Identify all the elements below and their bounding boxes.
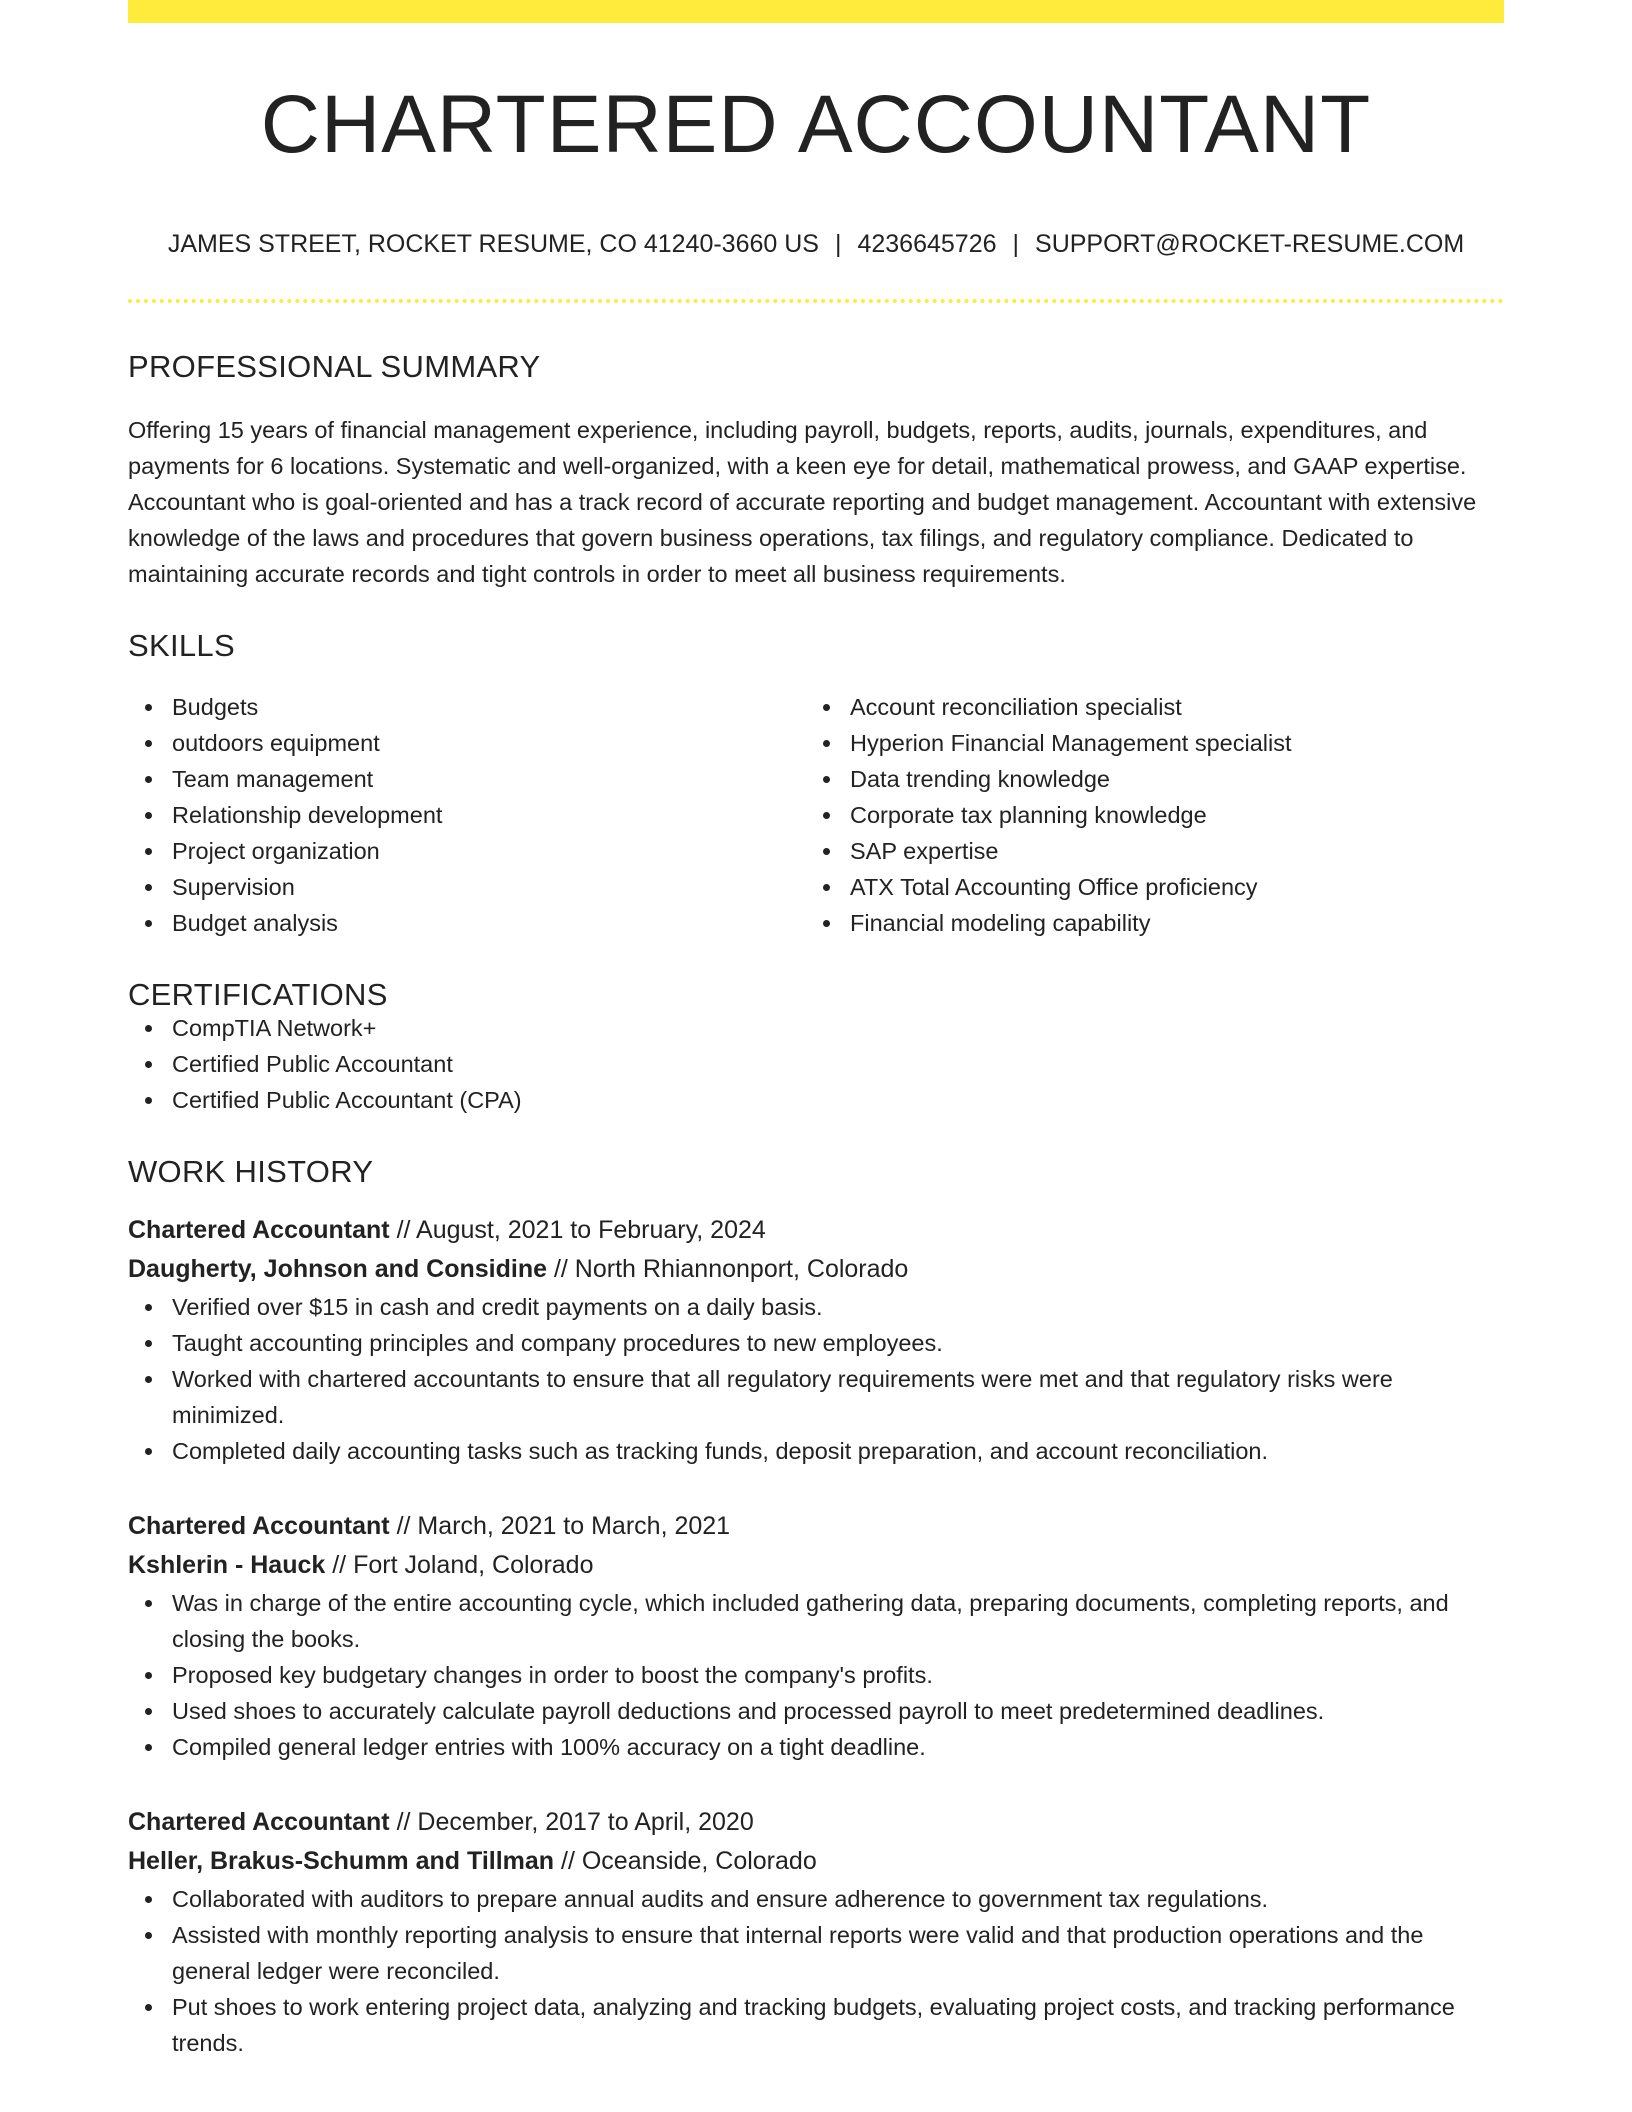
- job-location: // North Rhiannonport, Colorado: [553, 1255, 909, 1283]
- job-entry: [128, 1211, 1504, 1469]
- skill-item: Supervision: [128, 869, 806, 905]
- job-title-line: [128, 1803, 1504, 1842]
- resume-title: CHARTERED ACCOUNTANT: [260, 79, 1372, 170]
- job-position: Chartered Accountant: [128, 1216, 390, 1244]
- certifications-heading: CERTIFICATIONS: [128, 977, 388, 1012]
- job-position: Chartered Accountant: [128, 1808, 390, 1836]
- job-entry: [128, 1803, 1504, 2061]
- skill-item: Team management: [128, 761, 806, 797]
- job-company-line: [128, 1250, 1504, 1289]
- contact-separator: |: [834, 230, 842, 258]
- skill-item: Financial modeling capability: [806, 905, 1484, 941]
- skill-item: Project organization: [128, 833, 806, 869]
- contact-line: [128, 232, 1504, 257]
- job-company: Daugherty, Johnson and Considine: [128, 1255, 548, 1283]
- skill-item: ATX Total Accounting Office proficiency: [806, 869, 1484, 905]
- top-accent-bar: [128, 0, 1504, 23]
- job-location: // Fort Joland, Colorado: [332, 1551, 594, 1579]
- skill-item: Budgets: [128, 689, 806, 725]
- summary-heading: PROFESSIONAL SUMMARY: [128, 349, 541, 384]
- skill-item: SAP expertise: [806, 833, 1484, 869]
- job-duties-list: [128, 1585, 1504, 1765]
- contact-email: SUPPORT@ROCKET-RESUME.COM: [1035, 230, 1465, 258]
- skill-item: Budget analysis: [128, 905, 806, 941]
- work-history-heading: WORK HISTORY: [128, 1154, 374, 1189]
- job-duty: Used shoes to accurately calculate payroll deductions and processed payroll to meet predetermined deadlines.: [128, 1693, 1504, 1729]
- job-title-line: [128, 1507, 1504, 1546]
- contact-phone: 4236645726: [857, 230, 997, 258]
- job-company: Kshlerin - Hauck: [128, 1551, 326, 1579]
- job-duties-list: [128, 1881, 1504, 2061]
- job-duty: Collaborated with auditors to prepare annual audits and ensure adherence to government tax regulations.: [128, 1881, 1504, 1917]
- job-dates: // March, 2021 to March, 2021: [396, 1512, 731, 1540]
- job-entry: [128, 1507, 1504, 1765]
- certification-item: CompTIA Network+: [128, 1010, 1504, 1046]
- job-duty: Taught accounting principles and company procedures to new employees.: [128, 1325, 1504, 1361]
- job-title-line: [128, 1211, 1504, 1250]
- contact-separator: |: [1012, 230, 1020, 258]
- job-duty: Was in charge of the entire accounting cycle, which included gathering data, preparing documents, completing reports, and closing the books.: [128, 1585, 1504, 1657]
- skill-item: Hyperion Financial Management specialist: [806, 725, 1484, 761]
- job-dates: // August, 2021 to February, 2024: [396, 1216, 766, 1244]
- resume-page: [128, 0, 1504, 2061]
- skill-item: Relationship development: [128, 797, 806, 833]
- job-duties-list: [128, 1289, 1504, 1469]
- contact-address: JAMES STREET, ROCKET RESUME, CO 41240-3660 US: [167, 230, 819, 258]
- job-position: Chartered Accountant: [128, 1512, 390, 1540]
- job-duty: Verified over $15 in cash and credit payments on a daily basis.: [128, 1289, 1504, 1325]
- skill-item: Corporate tax planning knowledge: [806, 797, 1484, 833]
- job-duty: Compiled general ledger entries with 100% accuracy on a tight deadline.: [128, 1729, 1504, 1765]
- job-company: Heller, Brakus-Schumm and Tillman: [128, 1847, 555, 1875]
- skills-columns: [128, 689, 1504, 941]
- summary-text: Offering 15 years of financial management experience, including payroll, budgets, reports, audits, journals, expenditures, and payments for 6 locations. Systematic and well-organized, with a keen eye for detail, mathematical prowess, and GAAP expertise. Accountant who is goal-oriented and has a track record of accurate reporting and budget management. Accountant with extensive knowledge of the laws and procedures that govern business operations, tax filings, and regulatory compliance. Dedicated to maintaining accurate records and tight controls in order to meet all business requirements.: [128, 417, 1477, 587]
- job-dates: // December, 2017 to April, 2020: [396, 1808, 754, 1836]
- skills-heading: SKILLS: [128, 628, 235, 663]
- job-company-line: [128, 1842, 1504, 1881]
- skill-item: outdoors equipment: [128, 725, 806, 761]
- certification-item: Certified Public Accountant (CPA): [128, 1082, 1504, 1118]
- dotted-divider: [128, 299, 1504, 303]
- skill-item: Account reconciliation specialist: [806, 689, 1484, 725]
- skills-list-right: [806, 689, 1484, 941]
- skill-item: Data trending knowledge: [806, 761, 1484, 797]
- certification-item: Certified Public Accountant: [128, 1046, 1504, 1082]
- job-duty: Put shoes to work entering project data, analyzing and tracking budgets, evaluating project costs, and tracking performance trends.: [128, 1989, 1504, 2061]
- certifications-list: [128, 1010, 1504, 1118]
- job-duty: Assisted with monthly reporting analysis to ensure that internal reports were valid and that production operations and the general ledger were reconciled.: [128, 1917, 1504, 1989]
- job-location: // Oceanside, Colorado: [561, 1847, 817, 1875]
- skills-list-left: [128, 689, 806, 941]
- job-duty: Worked with chartered accountants to ensure that all regulatory requirements were met and that regulatory risks were minimized.: [128, 1361, 1504, 1433]
- job-company-line: [128, 1546, 1504, 1585]
- job-duty: Completed daily accounting tasks such as tracking funds, deposit preparation, and account reconciliation.: [128, 1433, 1504, 1469]
- job-duty: Proposed key budgetary changes in order to boost the company's profits.: [128, 1657, 1504, 1693]
